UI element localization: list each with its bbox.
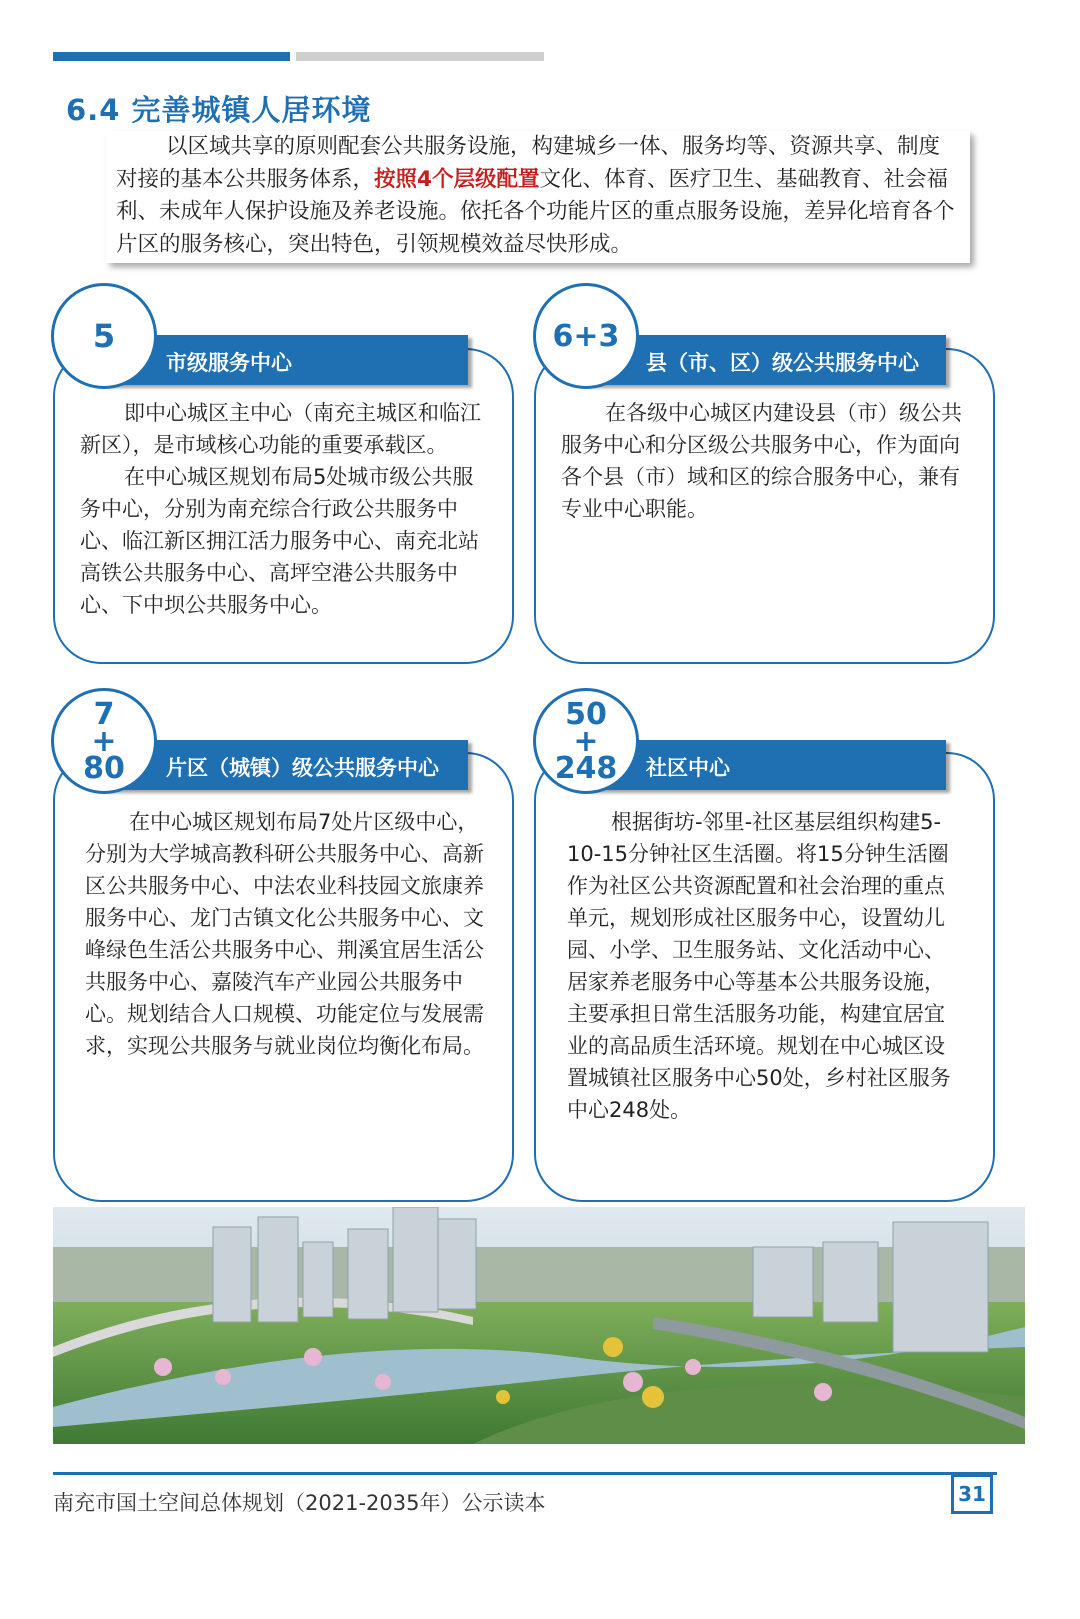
card-body xyxy=(85,806,491,1062)
header-bar-gray xyxy=(296,52,544,61)
card-paragraph: 即中心城区主中心（南充主城区和临江新区），是市域核心功能的重要承载区。 xyxy=(80,401,481,457)
footer-title: 南充市国土空间总体规划（2021-2035年）公示读本 xyxy=(53,1491,546,1515)
intro-text: 以区域共享的原则配套公共服务设施，构建城乡一体、服务均等、资源共享、制度对接的基本公共服务体系， xyxy=(116,134,941,192)
card-paragraph: 在中心城区规划布局5处城市级公共服务中心，分别为南充综合行政公共服务中心、临江新区拥江活力服务中心、南充北站高铁公共服务中心、高坪空港公共服务中心、下中坝公共服务中心。 xyxy=(80,465,479,617)
card-number-badge xyxy=(533,688,639,794)
card-title: 社区中心 xyxy=(586,740,946,790)
card-paragraph: 在各级中心城区内建设县（市）级公共服务中心和分区级公共服务中心，作为面向各个县（市）域和区的综合服务中心，兼有专业中心职能。 xyxy=(561,401,962,521)
card-number-badge xyxy=(533,283,639,389)
footer-rule xyxy=(53,1472,997,1475)
card-number-badge xyxy=(51,688,157,794)
card-body xyxy=(80,397,490,621)
card-number-plus: + xyxy=(573,723,599,759)
card-body xyxy=(567,806,963,1126)
card-number-bottom: 80 xyxy=(83,750,125,786)
card-number-plus: + xyxy=(91,723,117,759)
card-body xyxy=(561,397,975,525)
intro-highlight: 按照4个层级配置 xyxy=(374,166,540,192)
card-title: 片区（城镇）级公共服务中心 xyxy=(104,740,468,790)
card-number: 5 xyxy=(92,317,116,355)
card-title: 县（市、区）级公共服务中心 xyxy=(586,335,946,385)
card-number-badge xyxy=(51,283,157,389)
card-number-bottom: 248 xyxy=(554,750,618,786)
card-number: 6+3 xyxy=(552,318,620,354)
card-number-top: 7 xyxy=(93,696,115,732)
intro-box xyxy=(106,131,970,263)
section-title: 6.4 完善城镇人居环境 xyxy=(66,93,372,127)
city-aerial-image xyxy=(53,1207,1025,1444)
page-number: 31 xyxy=(951,1474,993,1514)
card-title: 市级服务中心 xyxy=(104,335,468,385)
card-paragraph: 根据街坊-邻里-社区基层组织构建5-10-15分钟社区生活圈。将15分钟生活圈作为社区公共资源配置和社会治理的重点单元，规划形成社区服务中心，设置幼儿园、小学、卫生服务站、文化活动中心、居家养老服务中心等基本公共服务设施，主要承担日常生活服务功能，构建宜居宜业的高品质生活环境。规划在中心城区设置城镇社区服务中心50处，乡村社区服务中心248处。 xyxy=(567,810,951,1122)
header-bar-blue xyxy=(53,52,290,61)
card-paragraph: 在中心城区规划布局7处片区级中心，分别为大学城高教科研公共服务中心、高新区公共服务中心、中法农业科技园文旅康养服务中心、龙门古镇文化公共服务中心、文峰绿色生活公共服务中心、荆溪宜居生活公共服务中心、嘉陵汽车产业园公共服务中心。规划结合人口规模、功能定位与发展需求，实现公共服务与就业岗位均衡化布局。 xyxy=(85,810,484,1058)
intro-text-2: 文化、体育、医疗卫生、基础教育、社会福利、未成年人保护设施及养老设施。依托各个功能片区的重点服务设施，差异化培育各个片区的服务核心，突出特色，引领规模效益尽快形成。 xyxy=(116,166,955,257)
card-number-top: 50 xyxy=(565,696,607,732)
